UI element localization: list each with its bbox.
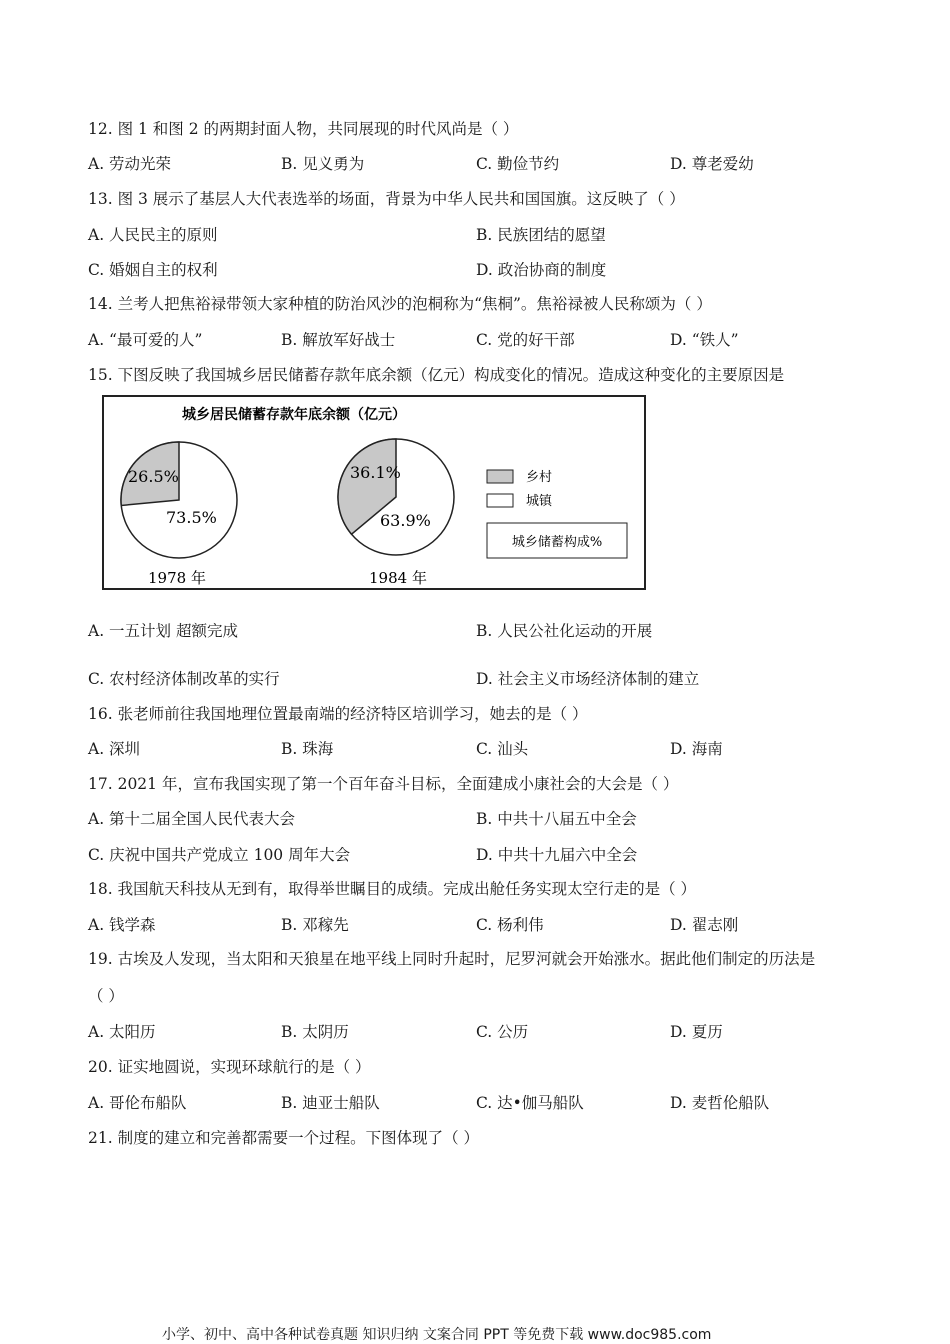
pie-1978-year-label: 1978 年 — [148, 569, 206, 587]
q13-option-c: C. 婚姻自主的权利 — [88, 261, 218, 279]
legend-rural-swatch — [487, 470, 513, 483]
q16-option-a: A. 深圳 — [88, 740, 141, 758]
q12-option-c: C. 勤俭节约 — [476, 155, 560, 173]
q13-option-a: A. 人民民主的原则 — [88, 226, 218, 244]
q19-option-d: D. 夏历 — [670, 1023, 723, 1041]
q18-option-b: B. 邓稼先 — [281, 916, 349, 934]
pie-chart-svg — [104, 397, 648, 592]
q20-option-d: D. 麦哲伦船队 — [670, 1094, 770, 1112]
q14-option-d: D. “铁人” — [670, 331, 739, 349]
question-15-stem: 15. 下图反映了我国城乡居民储蓄存款年底余额（亿元）构成变化的情况。造成这种变化的主要原因是 — [88, 366, 785, 384]
question-19-stem-cont: （ ） — [88, 987, 124, 1005]
question-12-stem: 12. 图 1 和图 2 的两期封面人物，共同展现的时代风尚是（ ） — [88, 120, 519, 138]
question-13-stem: 13. 图 3 展示了基层人大代表选举的场面，背景为中华人民共和国国旗。这反映了（ ） — [88, 190, 685, 208]
q15-option-b: B. 人民公社化运动的开展 — [476, 622, 653, 640]
q12-option-a: A. 劳动光荣 — [88, 155, 172, 173]
q14-option-c: C. 党的好干部 — [476, 331, 575, 349]
pie-1984-rural-label: 36.1% — [350, 463, 401, 482]
page-footer: 小学、初中、高中各种试卷真题 知识归纳 文案合同 PPT 等免费下载 www.doc985.com — [162, 1327, 712, 1343]
q20-option-a: A. 哥伦布船队 — [88, 1094, 187, 1112]
q19-option-c: C. 公历 — [476, 1023, 529, 1041]
q15-option-a: A. 一五计划 超额完成 — [88, 622, 238, 640]
question-18-stem: 18. 我国航天科技从无到有，取得举世瞩目的成绩。完成出舱任务实现太空行走的是（ ） — [88, 880, 697, 898]
q20-option-c: C. 达•伽马船队 — [476, 1094, 584, 1112]
q17-option-c: C. 庆祝中国共产党成立 100 周年大会 — [88, 846, 351, 864]
legend-note-text: 城乡储蓄构成% — [511, 535, 603, 550]
q13-option-d: D. 政治协商的制度 — [476, 261, 607, 279]
q12-option-b: B. 见义勇为 — [281, 155, 365, 173]
q14-option-a: A. “最可爱的人” — [88, 331, 203, 349]
q18-option-d: D. 翟志刚 — [670, 916, 739, 934]
q13-option-b: B. 民族团结的愿望 — [476, 226, 606, 244]
q19-option-b: B. 太阴历 — [281, 1023, 349, 1041]
q16-option-b: B. 珠海 — [281, 740, 334, 758]
legend-urban-swatch — [487, 494, 513, 507]
q17-option-b: B. 中共十八届五中全会 — [476, 810, 637, 828]
q18-option-a: A. 钱学森 — [88, 916, 156, 934]
pie-1984-year-label: 1984 年 — [369, 569, 427, 587]
q19-option-a: A. 太阳历 — [88, 1023, 156, 1041]
q14-option-b: B. 解放军好战士 — [281, 331, 396, 349]
q17-option-d: D. 中共十九届六中全会 — [476, 846, 638, 864]
legend-rural-label: 乡村 — [526, 470, 553, 485]
pie-1978-urban-label: 73.5% — [166, 508, 217, 527]
pie-1984-urban-label: 63.9% — [380, 511, 431, 530]
q17-option-a: A. 第十二届全国人民代表大会 — [88, 810, 296, 828]
question-14-stem: 14. 兰考人把焦裕禄带领大家种植的防治风沙的泡桐称为“焦桐”。焦裕禄被人民称颂为（ ） — [88, 295, 712, 313]
pie-1978-rural-label: 26.5% — [128, 467, 179, 486]
legend-urban-label: 城镇 — [526, 494, 553, 509]
chart-title: 城乡居民储蓄存款年底余额（亿元） — [182, 407, 406, 423]
q20-option-b: B. 迪亚士船队 — [281, 1094, 380, 1112]
q16-option-c: C. 汕头 — [476, 740, 529, 758]
q15-option-d: D. 社会主义市场经济体制的建立 — [476, 670, 700, 688]
question-17-stem: 17. 2021 年，宣布我国实现了第一个百年奋斗目标，全面建成小康社会的大会是（ ） — [88, 775, 679, 793]
question-16-stem: 16. 张老师前往我国地理位置最南端的经济特区培训学习，她去的是（ ） — [88, 705, 588, 723]
q16-option-d: D. 海南 — [670, 740, 723, 758]
question-21-stem: 21. 制度的建立和完善都需要一个过程。下图体现了（ ） — [88, 1129, 480, 1147]
q18-option-c: C. 杨利伟 — [476, 916, 544, 934]
savings-pie-chart — [102, 395, 646, 590]
question-19-stem: 19. 古埃及人发现，当太阳和天狼星在地平线上同时升起时，尼罗河就会开始涨水。据此他们制定的历法是 — [88, 950, 816, 968]
q12-option-d: D. 尊老爱幼 — [670, 155, 754, 173]
q15-option-c: C. 农村经济体制改革的实行 — [88, 670, 280, 688]
question-20-stem: 20. 证实地圆说，实现环球航行的是（ ） — [88, 1058, 371, 1076]
